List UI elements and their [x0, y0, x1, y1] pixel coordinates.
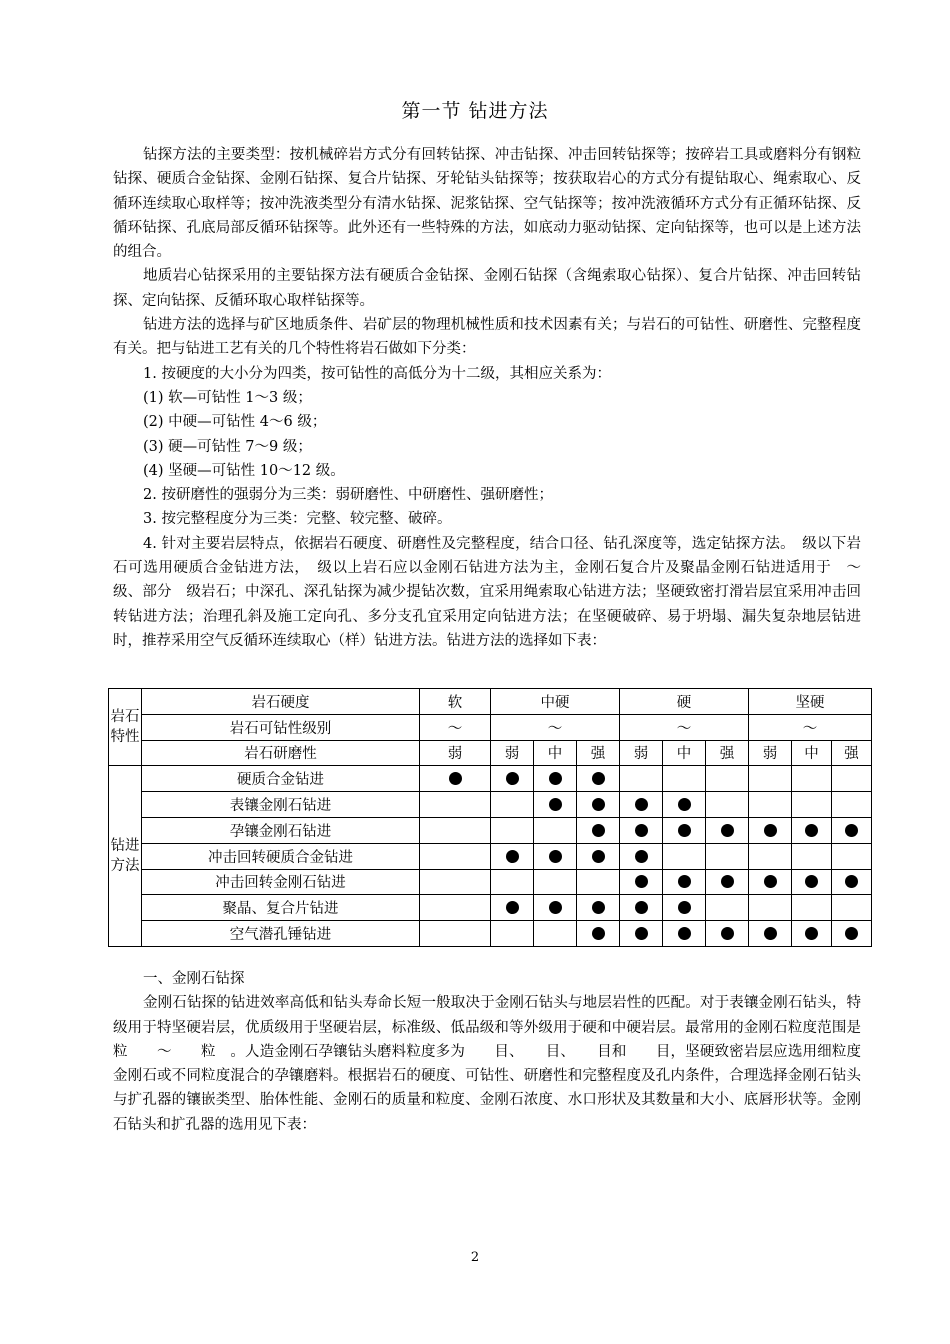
- paragraph: 钻探方法的主要类型：按机械碎岩方式分有回转钻探、冲击钻探、冲击回转钻探等；按碎岩工具或磨料分有钢粒钻探、硬质合金钻探、金刚石钻探、复合片钻探、牙轮钻头钻探等；按获取岩心的方式分有提钻取心、绳索取心、反循环连续取心取样等；按冲洗液类型分有清水钻探、泥浆钻探、空气钻探等；按冲洗液循环方式分有正循环钻探、反循环钻探、孔底局部反循环钻探等。此外还有一些特殊的方法，如底动力驱动钻探、定向钻探等，也可以是上述方法的组合。: [113, 147, 861, 261]
- table-cell: [420, 869, 491, 895]
- table-row: [109, 766, 872, 792]
- list-item: 3. 按完整程度分为三类：完整、较完整、破碎。: [143, 511, 452, 528]
- table-cell: [577, 792, 620, 818]
- list-item: (3) 硬—可钻性 7～9 级；: [143, 438, 312, 455]
- table-cell: [749, 921, 792, 947]
- table-row: [109, 895, 872, 921]
- row-label: 岩石可钻性级别: [142, 714, 420, 740]
- body-text-lower: [113, 967, 890, 1137]
- method-name: 表镶金刚石钻进: [142, 792, 420, 818]
- table-cell: [534, 792, 577, 818]
- table-cell: [420, 843, 491, 869]
- table-cell: [577, 843, 620, 869]
- method-name: 孕镶金刚石钻进: [142, 817, 420, 843]
- table-cell: [577, 869, 620, 895]
- table-cell: [491, 817, 534, 843]
- list-item: 1. 按硬度的大小分为四类，按可钻性的高低分为十二级，其相应关系为：: [143, 365, 611, 382]
- table-cell: [663, 817, 706, 843]
- table-cell: [663, 921, 706, 947]
- table-cell: [620, 895, 663, 921]
- applicable-dot-icon: [449, 772, 462, 785]
- table-cell: [749, 869, 792, 895]
- header-cell: ～: [491, 714, 620, 740]
- table-cell: [577, 921, 620, 947]
- applicable-dot-icon: [549, 798, 562, 811]
- table-cell: [792, 766, 832, 792]
- list-item: 2. 按研磨性的强弱分为三类：弱研磨性、中研磨性、强研磨性；: [143, 487, 553, 504]
- table-cell: [663, 843, 706, 869]
- table-cell: [663, 895, 706, 921]
- applicable-dot-icon: [506, 850, 519, 863]
- header-cell: 坚硬: [749, 689, 872, 715]
- paragraph: 金刚石钻探的钻进效率高低和钻头寿命长短一般取决于金刚石钻头与地层岩性的匹配。对于表镶金刚石钻头，特级用于特坚硬岩层，优质级用于坚硬岩层，标准级、低品级和等外级用于硬和中硬岩层。最常用的金刚石粒度范围是 粒 ～ 粒 。人造金刚石孕镶钻头磨料粒度多为 目、 目、 目和 目，坚硬致密岩层应选用细粒度金刚石或不同粒度混合的孕镶磨料。根据岩石的硬度、可钻性、研磨性和完整程度及孔内条件，合理选择金刚石钻头与扩孔器的镶嵌类型、胎体性能、金刚石的质量和粒度、金刚石浓度、水口形状及其数量和大小、底唇形状等。金刚石钻头和扩孔器的选用见下表：: [113, 995, 890, 1133]
- table-cell: [706, 921, 749, 947]
- applicable-dot-icon: [805, 824, 818, 837]
- applicable-dot-icon: [592, 798, 605, 811]
- section-heading: 一、金刚石钻探: [143, 971, 245, 987]
- table-row: [109, 792, 872, 818]
- group-label-rock-properties: [109, 689, 142, 766]
- table-cell: [491, 921, 534, 947]
- table-cell: [620, 921, 663, 947]
- header-cell: 中: [792, 740, 832, 766]
- table-cell: [792, 895, 832, 921]
- table-cell: [832, 792, 872, 818]
- applicable-dot-icon: [592, 901, 605, 914]
- table-cell: [620, 817, 663, 843]
- paragraph: 钻进方法的选择与矿区地质条件、岩矿层的物理机械性质和技术因素有关；与岩石的可钻性、研磨性、完整程度有关。把与钻进工艺有关的几个特性将岩石做如下分类：: [113, 317, 861, 358]
- table-cell: [534, 766, 577, 792]
- table-cell: [792, 792, 832, 818]
- paragraph: 地质岩心钻探采用的主要钻探方法有硬质合金钻探、金刚石钻探（含绳索取心钻探）、复合片钻探、冲击回转钻探、定向钻探、反循环取心取样钻探等。: [113, 268, 861, 309]
- table-cell: [706, 869, 749, 895]
- header-cell: 中: [663, 740, 706, 766]
- table-cell: [832, 843, 872, 869]
- row-label: 岩石硬度: [142, 689, 420, 715]
- header-cell: ～: [420, 714, 491, 740]
- applicable-dot-icon: [805, 875, 818, 888]
- group-label-text: 岩石特性: [110, 709, 140, 746]
- table-cell: [792, 817, 832, 843]
- table-cell: [706, 766, 749, 792]
- table-cell: [534, 921, 577, 947]
- applicable-dot-icon: [845, 875, 858, 888]
- section-title: 第一节 钻进方法: [401, 100, 549, 122]
- applicable-dot-icon: [678, 798, 691, 811]
- page-number: 2: [470, 1250, 480, 1265]
- table-cell: [620, 869, 663, 895]
- table-cell: [577, 895, 620, 921]
- table-cell: [420, 921, 491, 947]
- applicable-dot-icon: [635, 798, 648, 811]
- applicable-dot-icon: [678, 927, 691, 940]
- table-cell: [749, 895, 792, 921]
- table-cell: [663, 792, 706, 818]
- applicable-dot-icon: [678, 824, 691, 837]
- method-name: 硬质合金钻进: [142, 766, 420, 792]
- method-name: 冲击回转金刚石钻进: [142, 869, 420, 895]
- table-cell: [420, 817, 491, 843]
- drilling-method-table: [108, 688, 872, 947]
- method-name: 聚晶、复合片钻进: [142, 895, 420, 921]
- table-cell: [706, 817, 749, 843]
- header-cell: 强: [706, 740, 749, 766]
- table-cell: [749, 817, 792, 843]
- applicable-dot-icon: [592, 824, 605, 837]
- header-cell: ～: [749, 714, 872, 740]
- header-cell: 弱: [620, 740, 663, 766]
- list-item: (1) 软—可钻性 1～3 级；: [143, 389, 312, 406]
- header-cell: 硬: [620, 689, 749, 715]
- applicable-dot-icon: [506, 901, 519, 914]
- applicable-dot-icon: [635, 824, 648, 837]
- applicable-dot-icon: [678, 901, 691, 914]
- applicable-dot-icon: [506, 772, 519, 785]
- table-cell: [420, 766, 491, 792]
- applicable-dot-icon: [764, 927, 777, 940]
- applicable-dot-icon: [549, 901, 562, 914]
- table-cell: [706, 843, 749, 869]
- header-cell: 强: [832, 740, 872, 766]
- table-cell: [792, 921, 832, 947]
- table-cell: [577, 766, 620, 792]
- table-cell: [491, 792, 534, 818]
- table-cell: [491, 766, 534, 792]
- table-row: [109, 869, 872, 895]
- applicable-dot-icon: [764, 875, 777, 888]
- header-cell: 中: [534, 740, 577, 766]
- paragraph: 4. 针对主要岩层特点，依据岩石硬度、研磨性及完整程度，结合口径、钻孔深度等，选定钻探方法。 级以下岩石可选用硬质合金钻进方法， 级以上岩石应以金刚石钻进方法为主，金刚石复合片及聚晶金刚石钻进适用于 ～ 级、部分 级岩石；中深孔、深孔钻探为减少提钻次数，宜采用绳索取心钻进方法；坚硬致密打滑岩层宜采用冲击回转钻进方法；治理孔斜及施工定向孔、多分支孔宜采用定向钻进方法；在坚硬破碎、易于坍塌、漏失复杂地层钻进时，推荐采用空气反循环连续取心（样）钻进方法。钻进方法的选择如下表：: [113, 535, 876, 649]
- table-cell: [832, 766, 872, 792]
- applicable-dot-icon: [592, 850, 605, 863]
- header-cell: 弱: [491, 740, 534, 766]
- table-cell: [420, 792, 491, 818]
- applicable-dot-icon: [635, 901, 648, 914]
- header-cell: 弱: [749, 740, 792, 766]
- applicable-dot-icon: [721, 824, 734, 837]
- list-item: (4) 坚硬—可钻性 10～12 级。: [143, 462, 345, 479]
- table-cell: [620, 792, 663, 818]
- list-item: (2) 中硬—可钻性 4～6 级；: [143, 414, 327, 431]
- table-cell: [706, 895, 749, 921]
- table-cell: [620, 843, 663, 869]
- table-cell: [749, 792, 792, 818]
- table-cell: [749, 843, 792, 869]
- applicable-dot-icon: [592, 772, 605, 785]
- applicable-dot-icon: [845, 824, 858, 837]
- applicable-dot-icon: [678, 875, 691, 888]
- group-label-drilling-methods: [109, 766, 142, 947]
- table-cell: [663, 869, 706, 895]
- header-cell: ～: [620, 714, 749, 740]
- applicable-dot-icon: [635, 927, 648, 940]
- table-cell: [832, 895, 872, 921]
- table-row: [109, 921, 872, 947]
- table-cell: [792, 843, 832, 869]
- table-cell: [491, 869, 534, 895]
- applicable-dot-icon: [549, 850, 562, 863]
- table-cell: [792, 869, 832, 895]
- row-label: 岩石研磨性: [142, 740, 420, 766]
- table-cell: [832, 869, 872, 895]
- applicable-dot-icon: [764, 824, 777, 837]
- table-cell: [534, 895, 577, 921]
- applicable-dot-icon: [721, 875, 734, 888]
- table-cell: [491, 895, 534, 921]
- header-cell: 软: [420, 689, 491, 715]
- table-cell: [534, 843, 577, 869]
- body-text-upper: [113, 143, 876, 653]
- table-cell: [534, 869, 577, 895]
- applicable-dot-icon: [635, 850, 648, 863]
- applicable-dot-icon: [721, 927, 734, 940]
- method-name: 冲击回转硬质合金钻进: [142, 843, 420, 869]
- table-cell: [663, 766, 706, 792]
- group-label-text: 钻进方法: [110, 838, 140, 875]
- table-cell: [577, 817, 620, 843]
- table-cell: [420, 895, 491, 921]
- applicable-dot-icon: [805, 927, 818, 940]
- table-row: [109, 817, 872, 843]
- table-cell: [534, 817, 577, 843]
- applicable-dot-icon: [635, 875, 648, 888]
- table-cell: [749, 766, 792, 792]
- table-cell: [706, 792, 749, 818]
- header-cell: 弱: [420, 740, 491, 766]
- table-cell: [491, 843, 534, 869]
- header-cell: 强: [577, 740, 620, 766]
- method-name: 空气潜孔锤钻进: [142, 921, 420, 947]
- table-cell: [832, 817, 872, 843]
- table-cell: [620, 766, 663, 792]
- table-row: [109, 843, 872, 869]
- header-cell: 中硬: [491, 689, 620, 715]
- applicable-dot-icon: [592, 927, 605, 940]
- table-cell: [832, 921, 872, 947]
- applicable-dot-icon: [845, 927, 858, 940]
- applicable-dot-icon: [549, 772, 562, 785]
